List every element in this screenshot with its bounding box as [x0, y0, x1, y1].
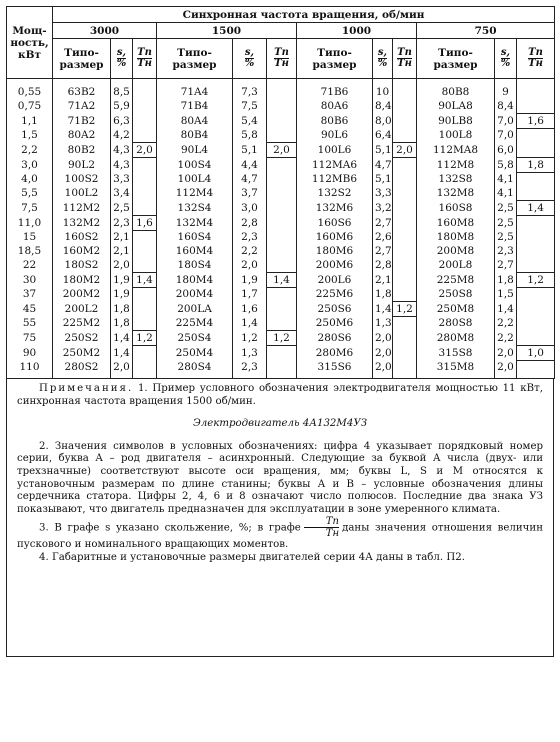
- torque-ratio-cell: 1,2: [517, 272, 555, 287]
- type-size-cell: 160S4: [157, 230, 233, 244]
- torque-ratio-fraction: [304, 516, 339, 539]
- slip-cell: 2,8: [233, 215, 267, 230]
- power-cell: 15: [7, 230, 53, 244]
- slip-cell: 2,5: [111, 200, 133, 215]
- slip-cell: 7,0: [495, 128, 517, 142]
- power-header: Мощ-ность, кВт: [7, 7, 53, 79]
- power-cell: 11,0: [7, 215, 53, 230]
- type-size-header: Типо-размер: [53, 39, 111, 79]
- note-1-text: 1. Пример условного обозначения электродвигателя мощностью 11 кВт, синхронная частота вращения 1500 об/мин.: [17, 383, 543, 407]
- torque-ratio-cell: [133, 157, 157, 215]
- type-size-cell: 280S4: [157, 360, 233, 379]
- slip-cell: 1,5: [495, 287, 517, 301]
- power-cell: 3,0: [7, 157, 53, 172]
- slip-cell: 3,4: [111, 186, 133, 200]
- slip-symbol: s,: [244, 47, 255, 58]
- slip-cell: 1,2: [233, 330, 267, 345]
- slip-cell: 4,2: [111, 128, 133, 142]
- sync-speed-header: Синхронная частота вращения, об/мин: [53, 7, 555, 23]
- slip-cell: 2,0: [495, 360, 517, 379]
- type-size-cell: 112M4: [157, 186, 233, 200]
- type-size-cell: 250S8: [417, 287, 495, 301]
- motor-table: [6, 6, 555, 379]
- type-size-cell: 160S8: [417, 200, 495, 215]
- type-size-cell: 200M6: [297, 258, 373, 272]
- torque-ratio-header: [133, 39, 157, 79]
- type-size-cell: 200L8: [417, 258, 495, 272]
- type-size-cell: 71B4: [157, 99, 233, 113]
- slip-cell: 2,7: [373, 215, 393, 230]
- type-size-cell: 132M2: [53, 215, 111, 230]
- slip-cell: 2,0: [373, 360, 393, 379]
- torque-ratio-cell: 1,2: [267, 330, 297, 345]
- slip-unit: %: [500, 58, 511, 69]
- torque-ratio-cell: [517, 79, 555, 114]
- slip-cell: 10: [373, 79, 393, 100]
- designation-example: Электродвигатель 4А132М4УЗ: [192, 418, 368, 430]
- type-size-cell: 250S4: [157, 330, 233, 345]
- slip-cell: 1,4: [373, 301, 393, 316]
- slip-cell: 1,8: [495, 272, 517, 287]
- slip-cell: 2,3: [111, 215, 133, 230]
- torque-ratio-cell: [517, 172, 555, 200]
- slip-cell: 1,3: [233, 345, 267, 360]
- power-cell: 2,2: [7, 142, 53, 157]
- type-size-cell: 315S8: [417, 345, 495, 360]
- type-size-cell: 160M6: [297, 230, 373, 244]
- slip-cell: 1,3: [373, 316, 393, 330]
- slip-cell: 2,3: [233, 360, 267, 379]
- torque-ratio-cell: 1,0: [517, 345, 555, 360]
- table-row: [7, 157, 555, 172]
- slip-cell: 7,3: [233, 79, 267, 100]
- torque-ratio-cell: 1,4: [267, 272, 297, 287]
- torque-ratio-cell: [133, 79, 157, 143]
- torque-ratio-cell: [393, 157, 417, 301]
- table-row: [7, 272, 555, 287]
- torque-ratio-cell: [133, 230, 157, 272]
- ratio-numerator: Tп: [397, 47, 412, 58]
- type-size-cell: 132M8: [417, 186, 495, 200]
- slip-cell: 5,1: [373, 142, 393, 157]
- slip-cell: 2,6: [373, 230, 393, 244]
- type-size-cell: 200M2: [53, 287, 111, 301]
- type-size-cell: 63B2: [53, 79, 111, 100]
- type-size-cell: 80B4: [157, 128, 233, 142]
- slip-cell: 1,4: [111, 330, 133, 345]
- slip-cell: 5,8: [495, 157, 517, 172]
- slip-cell: 3,0: [233, 200, 267, 215]
- speed-header-750: 750: [417, 23, 555, 39]
- slip-cell: 4,1: [495, 172, 517, 186]
- slip-cell: 1,9: [111, 272, 133, 287]
- type-size-cell: 225M6: [297, 287, 373, 301]
- slip-cell: 6,4: [373, 128, 393, 142]
- table-row: [7, 287, 555, 301]
- power-cell: 30: [7, 272, 53, 287]
- ratio-denominator: Tн: [528, 58, 543, 69]
- slip-unit: %: [244, 58, 255, 69]
- type-size-cell: 200LA: [157, 301, 233, 316]
- torque-ratio-cell: [133, 287, 157, 330]
- type-size-cell: 100L2: [53, 186, 111, 200]
- type-size-cell: 250M4: [157, 345, 233, 360]
- slip-cell: 5,1: [233, 142, 267, 157]
- slip-cell: 4,7: [373, 157, 393, 172]
- type-size-cell: 100L8: [417, 128, 495, 142]
- type-size-cell: 180M4: [157, 272, 233, 287]
- type-size-cell: 200M4: [157, 287, 233, 301]
- slip-cell: 5,4: [233, 113, 267, 128]
- type-size-cell: 315M8: [417, 360, 495, 379]
- slip-cell: 2,7: [495, 258, 517, 272]
- type-size-cell: 71B6: [297, 79, 373, 100]
- type-size-header: Типо-размер: [417, 39, 495, 79]
- slip-cell: 3,7: [233, 186, 267, 200]
- slip-cell: 5,1: [373, 172, 393, 186]
- slip-cell: 2,2: [233, 244, 267, 258]
- slip-cell: 6,3: [111, 113, 133, 128]
- slip-symbol: s,: [377, 47, 388, 58]
- type-size-cell: 132S4: [157, 200, 233, 215]
- type-size-cell: 80B6: [297, 113, 373, 128]
- note-3: [17, 516, 543, 552]
- type-size-cell: 90LA8: [417, 99, 495, 113]
- slip-cell: 9: [495, 79, 517, 100]
- type-size-cell: 160M4: [157, 244, 233, 258]
- type-size-cell: 90L4: [157, 142, 233, 157]
- slip-cell: 1,8: [111, 316, 133, 330]
- type-size-cell: 250M8: [417, 301, 495, 316]
- slip-cell: 2,5: [495, 200, 517, 215]
- slip-cell: 1,8: [111, 301, 133, 316]
- torque-ratio-header: [517, 39, 555, 79]
- slip-symbol: s,: [116, 47, 127, 58]
- slip-cell: 2,1: [111, 230, 133, 244]
- type-size-cell: 200L2: [53, 301, 111, 316]
- type-size-cell: 280M6: [297, 345, 373, 360]
- document-page: [6, 6, 554, 657]
- type-size-cell: 112M2: [53, 200, 111, 215]
- slip-cell: 1,4: [495, 301, 517, 316]
- torque-ratio-cell: [517, 360, 555, 379]
- slip-cell: 7,5: [233, 99, 267, 113]
- type-size-cell: 160S6: [297, 215, 373, 230]
- type-size-cell: 90L6: [297, 128, 373, 142]
- torque-ratio-cell: 1,8: [517, 157, 555, 172]
- slip-cell: 2,3: [495, 244, 517, 258]
- slip-header: [111, 39, 133, 79]
- type-size-cell: 71B2: [53, 113, 111, 128]
- slip-cell: 3,3: [111, 172, 133, 186]
- type-size-cell: 200M8: [417, 244, 495, 258]
- type-size-cell: 280S8: [417, 316, 495, 330]
- type-size-cell: 112MA8: [417, 142, 495, 157]
- slip-cell: 2,0: [373, 330, 393, 345]
- slip-cell: 8,4: [495, 99, 517, 113]
- note-2: 2. Значения символов в условных обозначениях: цифра 4 указывает порядковый номер серии, буква А – род двигателя – асинхронный. Следующие за буквой А числа (двух- или трехзначные) соответствуют высоте оси вращения, мм; буквы L, S и M относятся к установочным размерам по длине станины; буквы А и В – условные обозначения длины сердечника статора. Цифры 2, 4, 6 и 8 означают число полюсов. Последние два знака УЗ показывают, что двигатель предназначен для эксплуатации в зоне умеренного климата.: [17, 440, 543, 515]
- slip-cell: 1,6: [233, 301, 267, 316]
- note-3-part-b: даны значения отношения величин пускового и номинального вращающих моментов.: [17, 522, 543, 551]
- power-cell: 5,5: [7, 186, 53, 200]
- slip-cell: 1,8: [373, 287, 393, 301]
- type-size-cell: 160M8: [417, 215, 495, 230]
- slip-cell: 1,4: [233, 316, 267, 330]
- slip-cell: 5,9: [111, 99, 133, 113]
- speed-header-3000: 3000: [53, 23, 157, 39]
- slip-cell: 2,0: [495, 345, 517, 360]
- type-size-cell: 250S2: [53, 330, 111, 345]
- power-cell: 1,5: [7, 128, 53, 142]
- slip-cell: 8,4: [373, 99, 393, 113]
- torque-ratio-cell: 2,0: [393, 142, 417, 157]
- slip-cell: 6,0: [495, 142, 517, 157]
- power-cell: 1,1: [7, 113, 53, 128]
- ratio-denominator: Tн: [274, 58, 289, 69]
- power-cell: 75: [7, 330, 53, 345]
- type-size-cell: 80A2: [53, 128, 111, 142]
- type-size-cell: 100L6: [297, 142, 373, 157]
- slip-cell: 4,3: [111, 142, 133, 157]
- type-size-cell: 90LB8: [417, 113, 495, 128]
- type-size-cell: 80B8: [417, 79, 495, 100]
- power-cell: 18,5: [7, 244, 53, 258]
- type-size-cell: 132S8: [417, 172, 495, 186]
- type-size-cell: 280S2: [53, 360, 111, 379]
- torque-ratio-cell: [267, 345, 297, 379]
- ratio-denominator: Tн: [325, 528, 340, 540]
- speed-header-1500: 1500: [157, 23, 297, 39]
- slip-cell: 2,1: [111, 244, 133, 258]
- type-size-cell: 225M4: [157, 316, 233, 330]
- slip-cell: 4,3: [111, 157, 133, 172]
- slip-cell: 2,5: [495, 215, 517, 230]
- torque-ratio-cell: [517, 128, 555, 157]
- ratio-numerator: Tп: [137, 47, 152, 58]
- type-size-cell: 112M8: [417, 157, 495, 172]
- slip-cell: 2,7: [373, 244, 393, 258]
- type-size-cell: 71A2: [53, 99, 111, 113]
- torque-ratio-header: [393, 39, 417, 79]
- note-3-part-a: 3. В графе s указано скольжение, %; в графе: [39, 522, 301, 534]
- type-size-cell: 132M6: [297, 200, 373, 215]
- torque-ratio-cell: [393, 316, 417, 379]
- table-body: [7, 79, 555, 379]
- power-cell: 45: [7, 301, 53, 316]
- type-size-cell: 225M2: [53, 316, 111, 330]
- torque-ratio-cell: 1,6: [517, 113, 555, 128]
- type-size-cell: 71A4: [157, 79, 233, 100]
- torque-ratio-cell: 1,2: [133, 330, 157, 345]
- slip-unit: %: [116, 58, 127, 69]
- slip-cell: 1,9: [111, 287, 133, 301]
- type-size-cell: 112MB6: [297, 172, 373, 186]
- slip-cell: 2,8: [373, 258, 393, 272]
- torque-ratio-cell: 1,4: [133, 272, 157, 287]
- type-size-cell: 160M2: [53, 244, 111, 258]
- torque-ratio-cell: [517, 215, 555, 272]
- type-size-cell: 100S2: [53, 172, 111, 186]
- power-cell: 7,5: [7, 200, 53, 215]
- speed-header-1000: 1000: [297, 23, 417, 39]
- type-size-header: Типо-размер: [297, 39, 373, 79]
- type-size-cell: 112MA6: [297, 157, 373, 172]
- note-1: [17, 383, 543, 408]
- torque-ratio-cell: 1,2: [393, 301, 417, 316]
- slip-cell: 4,1: [495, 186, 517, 200]
- type-size-cell: 250M6: [297, 316, 373, 330]
- slip-cell: 2,0: [111, 258, 133, 272]
- ratio-numerator: Tп: [304, 516, 339, 528]
- slip-cell: 2,0: [373, 345, 393, 360]
- type-size-cell: 280S6: [297, 330, 373, 345]
- torque-ratio-cell: 1,6: [133, 215, 157, 230]
- slip-header: [373, 39, 393, 79]
- type-size-cell: 132M4: [157, 215, 233, 230]
- slip-header: [233, 39, 267, 79]
- torque-ratio-cell: [393, 79, 417, 143]
- slip-header: [495, 39, 517, 79]
- slip-cell: 7,0: [495, 113, 517, 128]
- type-size-cell: 225M8: [417, 272, 495, 287]
- slip-cell: 3,3: [373, 186, 393, 200]
- power-cell: 55: [7, 316, 53, 330]
- type-size-cell: 100L4: [157, 172, 233, 186]
- slip-cell: 1,4: [111, 345, 133, 360]
- note-4: 4. Габаритные и установочные размеры двигателей серии 4А даны в табл. П2.: [39, 551, 465, 563]
- type-size-cell: 90L2: [53, 157, 111, 172]
- type-size-cell: 160S2: [53, 230, 111, 244]
- table-row: [7, 142, 555, 157]
- torque-ratio-cell: 2,0: [133, 142, 157, 157]
- torque-ratio-cell: 1,4: [517, 200, 555, 215]
- ratio-denominator: Tн: [137, 58, 152, 69]
- slip-unit: %: [377, 58, 388, 69]
- type-size-cell: 80A4: [157, 113, 233, 128]
- slip-cell: 4,4: [233, 157, 267, 172]
- type-size-cell: 80B2: [53, 142, 111, 157]
- ratio-numerator: Tп: [528, 47, 543, 58]
- torque-ratio-header: [267, 39, 297, 79]
- type-size-cell: 132S2: [297, 186, 373, 200]
- power-cell: 90: [7, 345, 53, 360]
- slip-cell: 1,9: [233, 272, 267, 287]
- torque-ratio-cell: [133, 345, 157, 379]
- type-size-cell: 180M2: [53, 272, 111, 287]
- slip-cell: 2,2: [495, 316, 517, 330]
- type-size-cell: 180S4: [157, 258, 233, 272]
- slip-cell: 2,0: [233, 258, 267, 272]
- torque-ratio-cell: 2,0: [267, 142, 297, 157]
- type-size-cell: 250S6: [297, 301, 373, 316]
- type-size-cell: 180S2: [53, 258, 111, 272]
- table-row: [7, 330, 555, 345]
- torque-ratio-cell: [267, 79, 297, 143]
- torque-ratio-cell: [267, 287, 297, 330]
- slip-cell: 2,0: [111, 360, 133, 379]
- slip-cell: 4,7: [233, 172, 267, 186]
- power-cell: 110: [7, 360, 53, 379]
- table-row: [7, 345, 555, 360]
- slip-cell: 8,5: [111, 79, 133, 100]
- slip-cell: 5,8: [233, 128, 267, 142]
- type-size-cell: 200L6: [297, 272, 373, 287]
- power-cell: 0,55: [7, 79, 53, 100]
- type-size-header: Типо-размер: [157, 39, 233, 79]
- slip-cell: 2,3: [233, 230, 267, 244]
- type-size-cell: 100S4: [157, 157, 233, 172]
- slip-cell: 3,2: [373, 200, 393, 215]
- type-size-cell: 180M6: [297, 244, 373, 258]
- type-size-cell: 80A6: [297, 99, 373, 113]
- power-cell: 37: [7, 287, 53, 301]
- slip-cell: 8,0: [373, 113, 393, 128]
- type-size-cell: 280M8: [417, 330, 495, 345]
- ratio-numerator: Tп: [274, 47, 289, 58]
- torque-ratio-cell: [517, 287, 555, 345]
- table-row: [7, 79, 555, 100]
- ratio-denominator: Tн: [397, 58, 412, 69]
- slip-cell: 2,5: [495, 230, 517, 244]
- slip-cell: 2,2: [495, 330, 517, 345]
- type-size-cell: 315S6: [297, 360, 373, 379]
- note-heading: Примечания.: [39, 383, 134, 394]
- power-cell: 22: [7, 258, 53, 272]
- type-size-cell: 250M2: [53, 345, 111, 360]
- notes-section: [6, 379, 554, 657]
- slip-symbol: s,: [500, 47, 511, 58]
- slip-cell: 1,7: [233, 287, 267, 301]
- type-size-cell: 180M8: [417, 230, 495, 244]
- power-cell: 0,75: [7, 99, 53, 113]
- slip-cell: 2,1: [373, 272, 393, 287]
- power-cell: 4,0: [7, 172, 53, 186]
- torque-ratio-cell: [267, 157, 297, 272]
